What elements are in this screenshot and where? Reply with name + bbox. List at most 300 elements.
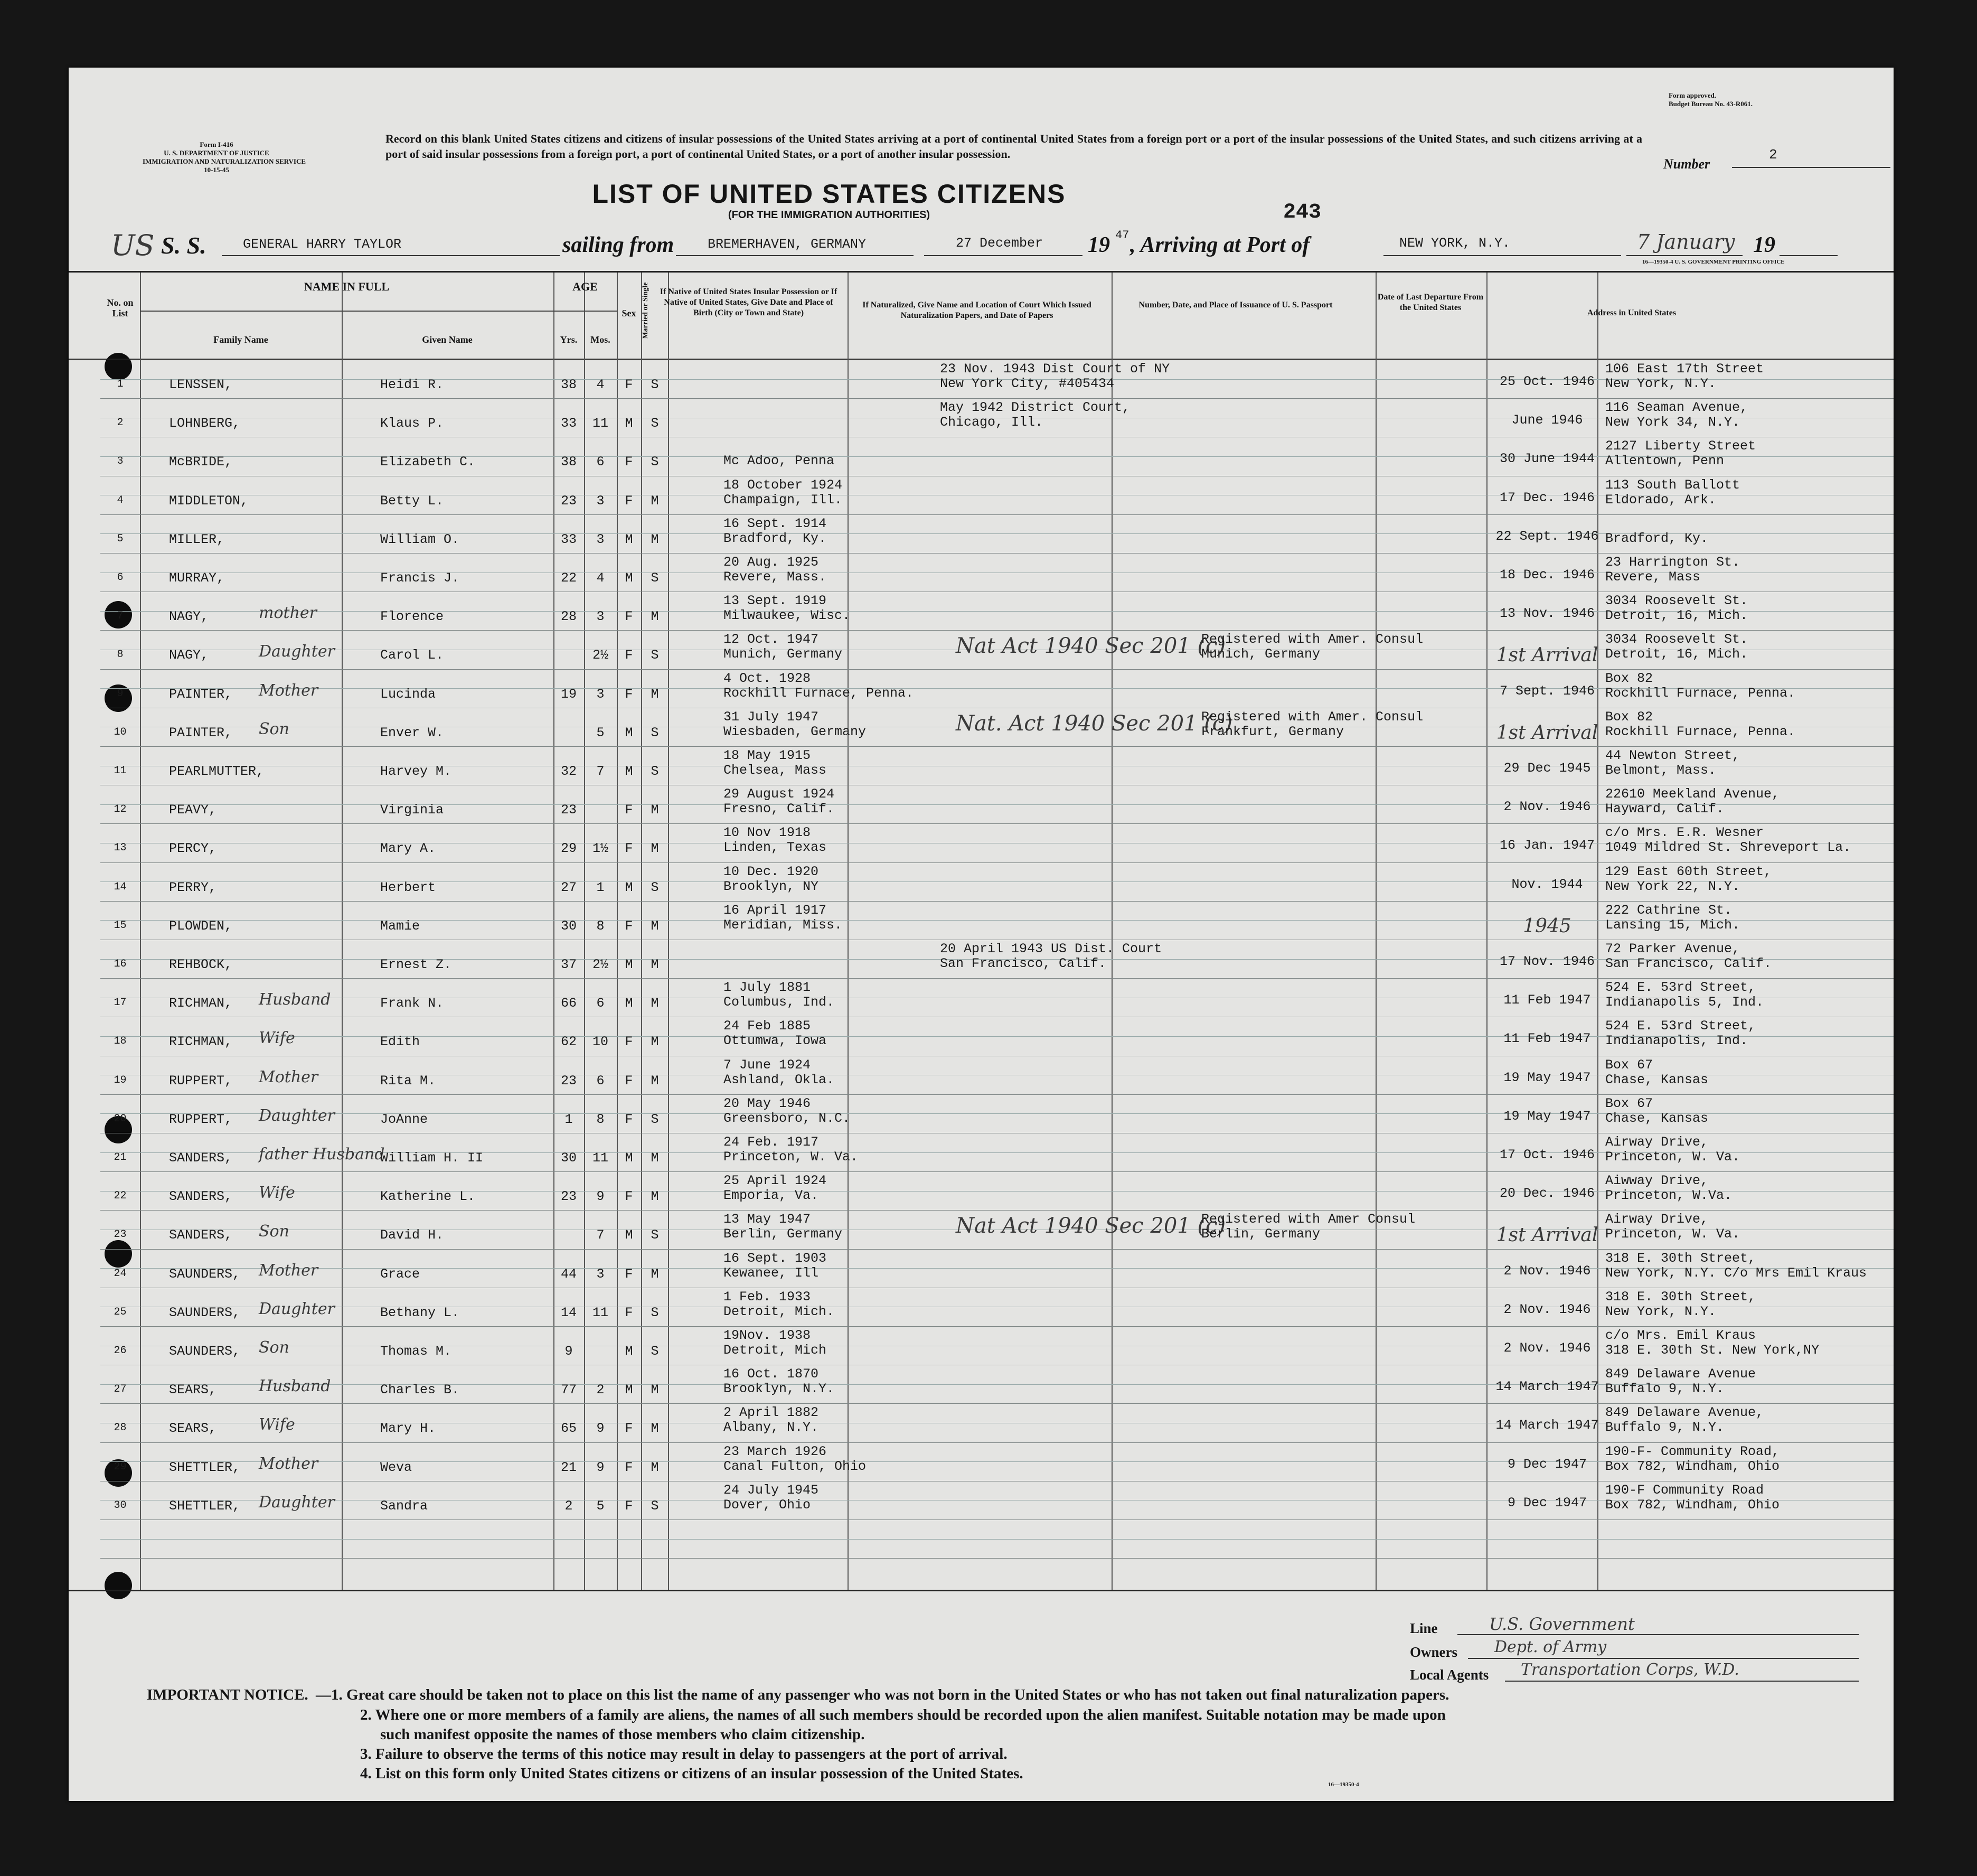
address-line-2: Princeton, W. Va. [1605,1226,1740,1242]
row-number: 13 [114,842,127,855]
address-line-2: New York, N.Y. [1605,376,1717,391]
sex: F [625,802,633,818]
col-given-name: Given Name [422,334,473,345]
sex: F [625,609,633,625]
address-line-2: 1049 Mildred St. Shreveport La. [1605,840,1851,856]
last-departure: 19 May 1947 [1503,1070,1591,1085]
sex: M [625,1227,633,1243]
address-line-2: New York 34, N.Y. [1605,415,1740,430]
marital-status: S [651,725,659,740]
marital-status: M [651,1073,659,1089]
last-departure: 2 Nov. 1946 [1503,1340,1591,1356]
row-number: 30 [114,1499,127,1512]
sex: M [625,1382,633,1398]
age-months: 3 [596,493,605,509]
birth-place: Princeton, W. Va. [723,1149,859,1165]
address-line-2: Detroit, 16, Mich. [1605,646,1748,662]
last-departure: 11 Feb 1947 [1503,992,1591,1008]
address-line-1: 113 South Ballott [1605,477,1740,493]
family-name: SAUNDERS, [169,1266,241,1282]
address-line-1: 222 Cathrine St. [1605,902,1733,918]
given-name: Katherine L. [380,1189,476,1205]
table-row [69,513,1894,551]
last-departure: 17 Nov. 1946 [1499,954,1595,969]
table-row [69,435,1894,474]
address-line-1: 3034 Roosevelt St. [1605,632,1748,648]
row-number: 4 [117,494,124,506]
age-months: 4 [596,570,605,586]
sex: F [625,1421,633,1437]
table-row [69,745,1894,783]
relationship-note: Mother [259,681,318,700]
age-months: 2 [596,1382,605,1398]
address-line-2: Indianapolis, Ind. [1605,1033,1748,1049]
last-departure: 30 June 1944 [1499,451,1595,467]
address-line-1: 22610 Meekland Avenue, [1605,786,1780,802]
marital-status: M [651,1266,659,1282]
row-number: 14 [114,880,127,893]
last-departure: 9 Dec 1947 [1507,1456,1587,1472]
address-line-2: San Francisco, Calif. [1605,956,1772,971]
given-name: Elizabeth C. [380,454,476,470]
table-row [69,977,1894,1015]
marital-status: M [651,531,659,547]
marital-status: M [651,957,659,972]
family-name: REHBOCK, [169,957,233,972]
ship-name: GENERAL HARRY TAYLOR [243,237,402,252]
age-years: 2 [564,1498,573,1514]
col-passport: Number, Date, and Place of Issuance of U. S. Passport [1138,301,1333,309]
approval-block [1669,91,1795,108]
naturalization-act-note: Nat Act 1940 Sec 201 (c) [956,634,1226,659]
sex: F [625,1305,633,1320]
birth-place: Columbus, Ind. [723,995,835,1010]
age-months: 1 [596,879,605,895]
form-number: Form I-416 [200,140,233,148]
age-years: 23 [560,1073,577,1089]
marital-status: M [651,841,659,857]
age-years: 62 [560,1034,577,1050]
address-line-1: Box 67 [1605,1095,1653,1111]
address-line-2: 318 E. 30th St. New York,NY [1605,1343,1820,1358]
passport-info: Registered with Amer. Consul [1201,709,1424,725]
family-name: PEARLMUTTER, [169,764,265,779]
marital-status: S [651,648,659,663]
birth-date: 29 August 1924 [723,786,835,802]
age-years: 77 [560,1382,577,1398]
address-line-1: Airway Drive, [1605,1134,1709,1150]
sailing-date: 27 December [956,236,1043,251]
sex: F [625,493,633,509]
table-row [69,668,1894,706]
birth-place: Brooklyn, NY [723,878,819,894]
us-annotation: US [111,229,155,262]
birth-date: 23 March 1926 [723,1443,827,1459]
sex: F [625,1111,633,1127]
relationship-note: Daughter [259,1106,335,1125]
birth-place: Brooklyn, N.Y. [723,1381,835,1397]
notice-2b: such manifest opposite the names of those members who claim citizenship. [380,1726,865,1743]
number-value: 2 [1769,147,1777,163]
age-months: 8 [596,918,605,934]
sex: F [625,1266,633,1282]
last-departure: 25 Oct. 1946 [1499,374,1595,389]
family-name: LOHNBERG, [169,416,241,432]
address-line-1: 849 Delaware Avenue, [1605,1405,1764,1421]
sex: F [625,1189,633,1205]
agents-underline [1505,1681,1859,1682]
age-months: 6 [596,1073,605,1089]
family-name: PAINTER, [169,686,233,702]
age-months: 4 [596,377,605,392]
last-departure: 2 Nov. 1946 [1503,1301,1591,1317]
family-name: NAGY, [169,609,209,625]
birth-date: 10 Dec. 1920 [723,864,819,879]
birth-date: 24 Feb 1885 [723,1018,811,1034]
table-row [69,1325,1894,1363]
last-departure: 2 Nov. 1946 [1503,1263,1591,1279]
table-row [69,783,1894,822]
address-line-1: 524 E. 53rd Street, [1605,1018,1756,1034]
birth-date: 18 October 1924 [723,477,843,493]
age-years: 23 [560,1189,577,1205]
address-line-1: 190-F Community Road [1605,1482,1764,1498]
address-line-2: Detroit, 16, Mich. [1605,608,1748,624]
given-name: Klaus P. [380,416,444,432]
sex: M [625,725,633,740]
relationship-note: Son [259,719,289,738]
last-departure: 14 March 1947 [1495,1418,1599,1433]
sex: F [625,1459,633,1475]
given-name: Sandra [380,1498,428,1514]
given-name: Carol L. [380,648,444,663]
sex: F [625,918,633,934]
birth-place: Ashland, Okla. [723,1072,835,1087]
marital-status: S [651,764,659,779]
birth-date: 16 Sept. 1903 [723,1250,827,1266]
given-name: Ernest Z. [380,957,452,972]
col-yrs: Yrs. [560,334,578,345]
given-name: Enver W. [380,725,444,740]
marital-status: M [651,1421,659,1437]
given-name: Thomas M. [380,1344,452,1359]
relationship-note: Mother [259,1067,318,1086]
page-subtitle: (FOR THE IMMIGRATION AUTHORITIES) [728,209,930,221]
birth-date: 24 July 1945 [723,1482,819,1498]
sex: F [625,648,633,663]
sex: F [625,1034,633,1050]
row-number: 10 [114,726,127,738]
birth-place: Meridian, Miss. [723,917,843,933]
marital-status: M [651,1189,659,1205]
age-years: 1 [564,1111,573,1127]
age-years: 38 [560,454,577,470]
relationship-note: Son [259,1222,289,1241]
table-row [69,861,1894,899]
last-departure: 17 Dec. 1946 [1499,490,1595,505]
passport-place: Frankfurt, Germany [1201,724,1344,739]
owners-label: Owners [1410,1644,1457,1660]
department: U. S. DEPARTMENT OF JUSTICE [164,149,269,157]
last-departure: 11 Feb 1947 [1503,1031,1591,1047]
passport-info: Registered with Amer Consul [1201,1212,1416,1227]
sailing-label: sailing from [562,233,674,257]
last-departure: 1945 [1523,915,1571,937]
col-native: If Native of United States Insular Possession or If Native of United States, Give Date and Place of Birth (City or Town and State) [660,287,837,317]
ss-label: S. S. [161,232,206,259]
birth-date: 13 Sept. 1919 [723,593,827,609]
last-departure: 16 Jan. 1947 [1499,838,1595,853]
birth-date: 1 July 1881 [723,980,811,996]
marital-status: S [651,377,659,392]
date-underline [924,255,1082,256]
birth-place: Detroit, Mich [723,1343,827,1358]
family-name: MIDDLETON, [169,493,249,509]
given-name: Rita M. [380,1073,436,1089]
sex: M [625,570,633,586]
given-name: Heidi R. [380,377,444,392]
address-line-1: 190-F- Community Road, [1605,1443,1780,1459]
arrival-year-prefix: 19 [1753,233,1775,257]
relationship-note: father Husband [259,1145,385,1164]
family-name: MILLER, [169,531,225,547]
last-departure: 2 Nov. 1946 [1503,799,1591,815]
relationship-note: Mother [259,1261,318,1280]
given-name: Mary H. [380,1421,436,1437]
marital-status: S [651,879,659,895]
naturalization-details: San Francisco, Calif. [940,956,1107,971]
given-name: JoAnne [380,1111,428,1127]
marital-status: M [651,493,659,509]
row-number: 12 [114,803,127,816]
family-name: PAINTER, [169,725,233,740]
relationship-note: Husband [259,1377,331,1396]
age-years: 27 [560,879,577,895]
age-years: 29 [560,841,577,857]
last-departure: 14 March 1947 [1495,1379,1599,1395]
birth-date: 16 Oct. 1870 [723,1366,819,1382]
birth-place: Dover, Ohio [723,1497,811,1513]
line-underline [1457,1634,1859,1635]
age-months: 11 [592,1305,608,1320]
address-line-2: Princeton, W.Va. [1605,1188,1733,1204]
birth-date: 20 Aug. 1925 [723,555,819,570]
relationship-note: Mother [259,1454,318,1473]
row-number: 6 [117,571,124,584]
age-years: 33 [560,416,577,432]
last-departure: 9 Dec 1947 [1507,1495,1587,1511]
row-number: 16 [114,958,127,970]
address-line-1: Airway Drive, [1605,1212,1709,1227]
col-address: Address in United States [1587,308,1677,317]
address-line-1: Box 82 [1605,670,1653,686]
table-row [69,1054,1894,1093]
given-name: Frank N. [380,996,444,1011]
sex: F [625,454,633,470]
age-years: 14 [560,1305,577,1320]
given-name: William H. II [380,1150,484,1166]
birth-date: 16 Sept. 1914 [723,515,827,531]
address-line-1: 318 E. 30th Street, [1605,1250,1756,1266]
last-departure: Nov. 1944 [1511,876,1583,892]
col-naturalized: If Naturalized, Give Name and Location of Court Which Issued Naturalization Papers, and Date of Papers [862,301,1091,320]
given-name: Betty L. [380,493,444,509]
family-name: PLOWDEN, [169,918,233,934]
address-line-1: Aiwway Drive, [1605,1173,1709,1189]
row-rule [100,1539,1894,1540]
address-line-2: Box 782, Windham, Ohio [1605,1497,1780,1513]
arrival-underline [1626,255,1743,256]
row-number: 27 [114,1383,127,1396]
col-no: No. on List [107,297,134,318]
address-line-1: c/o Mrs. E.R. Wesner [1605,825,1764,841]
naturalization-details: Chicago, Ill. [940,415,1043,430]
table-row [69,1093,1894,1131]
birth-place: Rockhill Furnace, Penna. [723,685,914,701]
birth-date: 4 Oct. 1928 [723,670,811,686]
row-rule [100,1519,1894,1520]
relationship-note: Daughter [259,1299,335,1318]
last-departure: 19 May 1947 [1503,1108,1591,1124]
last-departure: 1st Arrival [1496,721,1598,744]
age-months: 7 [596,1227,605,1243]
birth-place: Ottumwa, Iowa [723,1033,827,1049]
age-months: 3 [596,686,605,702]
row-number: 28 [114,1422,127,1434]
naturalization-act-note: Nat Act 1940 Sec 201 (c) [956,1214,1226,1239]
birth-place: Chelsea, Mass [723,763,827,778]
birth-place: Emporia, Va. [723,1188,819,1204]
age-months: 3 [596,609,605,625]
marital-status: M [651,1150,659,1166]
last-departure: 7 Sept. 1946 [1499,683,1595,699]
row-number: 1 [117,378,124,390]
table-row [69,1131,1894,1170]
birth-date: 1 Feb. 1933 [723,1289,811,1305]
relationship-note: Daughter [259,1493,335,1512]
col-married: Married or Single [642,282,649,339]
row-rule [100,1558,1894,1559]
address-line-2: Eldorado, Ark. [1605,492,1717,508]
agents-value: Transportation Corps, W.D. [1521,1661,1739,1679]
notice-1: —1. Great care should be taken not to place on this list the name of any passenger who was not born in the United States or who has not taken out final naturalization papers. [316,1686,1449,1703]
sex: M [625,531,633,547]
address-line-1: 44 Newton Street, [1605,748,1740,763]
notice-2: 2. Where one or more members of a family are aliens, the names of all such members should be recorded upon the alien manifest. Suitable notation may be made upon [360,1706,1446,1723]
arrival-port: NEW YORK, N.Y. [1399,236,1511,251]
row-number: 22 [114,1190,127,1203]
marital-status: S [651,1227,659,1243]
naturalization-act-note: Nat. Act 1940 Sec 201 (c) [956,711,1232,736]
age-months: 2½ [592,648,608,663]
row-number: 11 [114,765,127,777]
row-number: 15 [114,919,127,932]
birth-date: 20 May 1946 [723,1095,811,1111]
address-line-2: Belmont, Mass. [1605,763,1717,778]
row-number: 9 [117,687,124,700]
birth-date: 19Nov. 1938 [723,1328,811,1343]
sex: F [625,377,633,392]
age-split-rule [553,311,617,312]
last-departure: June 1946 [1511,412,1583,428]
stamp-number: 243 [1283,201,1322,224]
owners-value: Dept. of Army [1494,1638,1607,1656]
age-months: 9 [596,1189,605,1205]
address-line-1: 849 Delaware Avenue [1605,1366,1756,1382]
title-wrap [69,179,1336,221]
family-name: SANDERS, [169,1227,233,1243]
row-number: 3 [117,455,124,468]
relationship-note: Husband [259,990,331,1009]
col-departure: Date of Last Departure From the United States [1377,293,1484,312]
address-line-2: Indianapolis 5, Ind. [1605,995,1764,1010]
age-months: 9 [596,1421,605,1437]
address-line-1: Box 67 [1605,1057,1653,1073]
age-months: 9 [596,1459,605,1475]
family-name: McBRIDE, [169,454,233,470]
last-departure: 1st Arrival [1496,644,1598,667]
family-name: PERRY, [169,879,217,895]
row-number: 2 [117,417,124,429]
table-row [69,629,1894,667]
birth-date: 13 May 1947 [723,1212,811,1227]
age-months: 11 [592,1150,608,1166]
family-name: SEARS, [169,1382,217,1398]
marital-status: S [651,416,659,432]
age-months: 10 [592,1034,608,1050]
birth-date: 12 Oct. 1947 [723,632,819,648]
passport-place: Berlin, Germany [1201,1226,1321,1242]
naturalization-court: 20 April 1943 US Dist. Court [940,941,1162,956]
birth-place: Munich, Germany [723,646,843,662]
age-months: 5 [596,725,605,740]
form-approved: Form approved. [1669,91,1717,99]
marital-status: M [651,996,659,1011]
notice-title: IMPORTANT NOTICE. [147,1686,308,1703]
ship-underline [222,255,560,256]
address-line-2: Revere, Mass [1605,569,1701,585]
age-months: 2½ [592,957,608,972]
printer-code: 16—19350-4 [1328,1781,1359,1788]
birth-place: Mc Adoo, Penna [723,453,835,469]
birth-date: 24 Feb. 1917 [723,1134,819,1150]
address-line-2: Buffalo 9, N.Y. [1605,1420,1725,1436]
address-line-1: c/o Mrs. Emil Kraus [1605,1328,1756,1343]
birth-date: 31 July 1947 [723,709,819,725]
age-years: 23 [560,493,577,509]
sex: F [625,1498,633,1514]
given-name: Grace [380,1266,420,1282]
age-months: 6 [596,454,605,470]
address-line-2: New York 22, N.Y. [1605,878,1740,894]
last-departure: 1st Arrival [1496,1224,1598,1246]
address-line-2: Hayward, Calif. [1605,801,1725,817]
table-row [69,474,1894,513]
year-prefix: 19 [1088,233,1110,257]
sex: M [625,1150,633,1166]
given-name: Herbert [380,879,436,895]
marital-status: M [651,1382,659,1398]
row-number: 29 [114,1460,127,1473]
punch-hole [105,1572,132,1599]
row-number: 20 [114,1112,127,1125]
owners-underline [1468,1658,1859,1659]
address-line-1: Box 82 [1605,709,1653,725]
birth-place: Milwaukee, Wisc. [723,608,851,624]
address-line-2: New York, N.Y. C/o Mrs Emil Kraus [1605,1265,1867,1281]
age-years: 19 [560,686,577,702]
birth-place: Linden, Texas [723,840,827,856]
